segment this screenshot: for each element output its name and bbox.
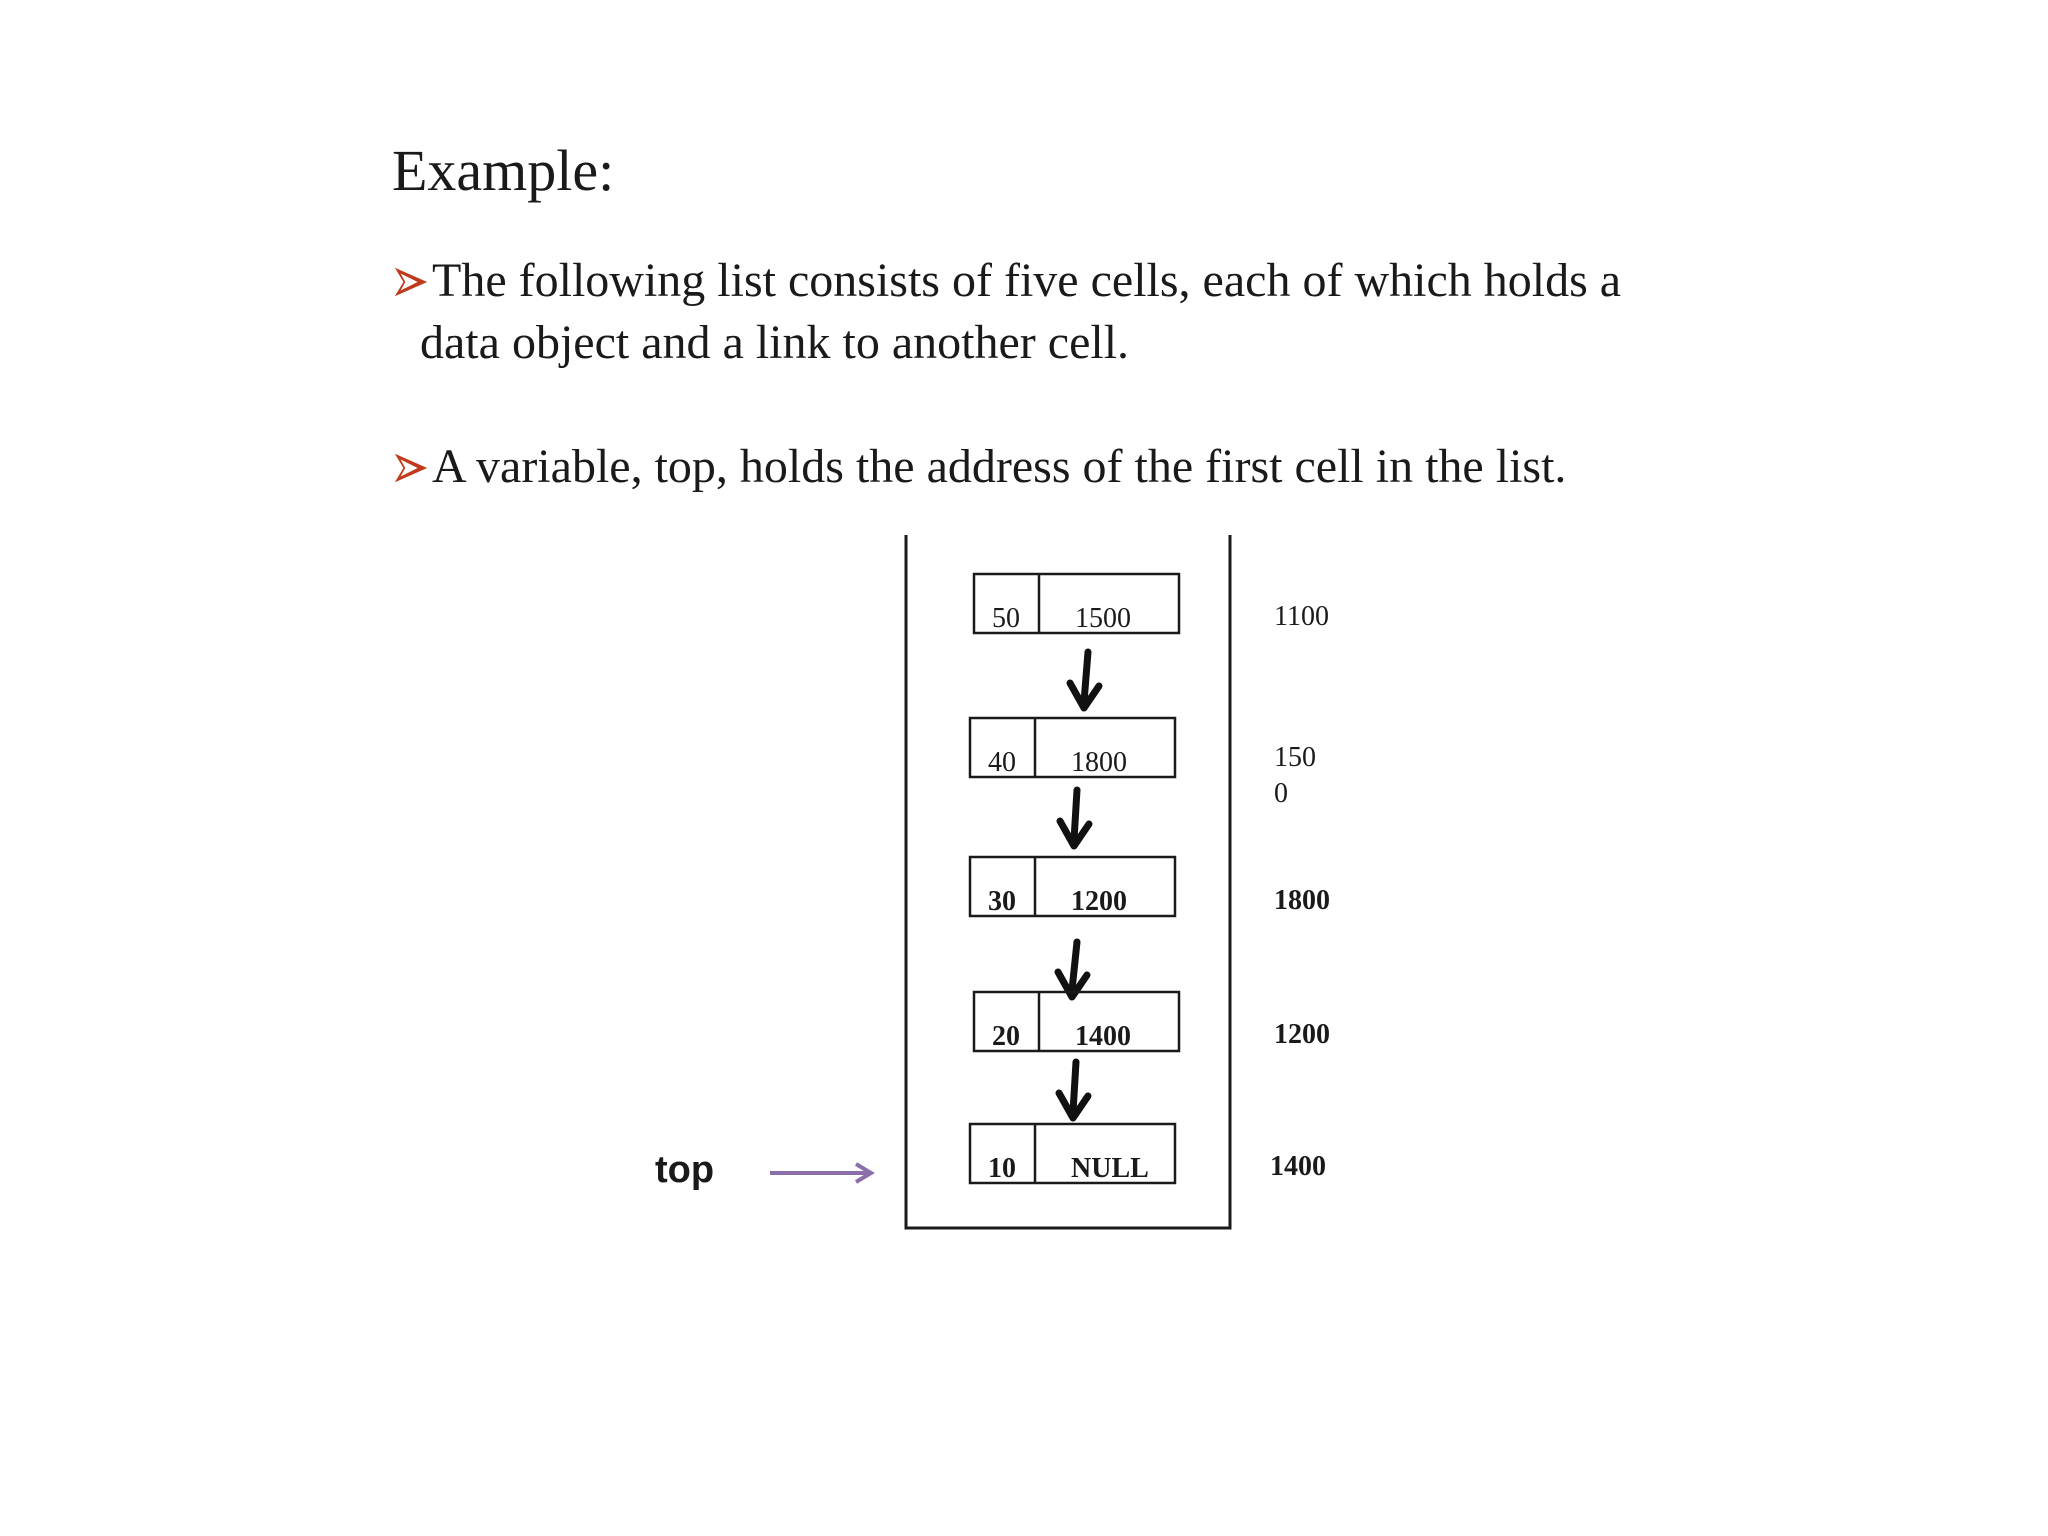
list-cell	[974, 992, 1330, 1052]
list-cell	[970, 857, 1330, 917]
cell-link-value: 1400	[1075, 1021, 1131, 1052]
slide-title: Example:	[392, 138, 615, 203]
list-cell	[970, 1124, 1326, 1184]
cell-link-value: 1800	[1071, 747, 1127, 778]
list-cell	[970, 718, 1316, 809]
cell-link-value: 1500	[1075, 603, 1131, 634]
top-label: top	[655, 1149, 715, 1191]
cell-data-value: 30	[988, 886, 1016, 917]
bullet-line: data object and a link to another cell.	[420, 316, 1130, 369]
cell-link-value: 1200	[1071, 886, 1127, 917]
cell-address: 1200	[1274, 1019, 1330, 1050]
link-arrow	[1070, 652, 1099, 708]
list-cell	[974, 574, 1329, 634]
top-pointer-arrow	[770, 1164, 871, 1182]
cell-data-value: 20	[992, 1021, 1020, 1052]
cell-address: 150	[1274, 742, 1316, 773]
cell-data-value: 10	[988, 1153, 1016, 1184]
link-arrow	[1060, 790, 1089, 846]
cell-address: 1100	[1274, 601, 1329, 632]
link-arrow	[1058, 942, 1087, 997]
cell-address: 1800	[1274, 885, 1330, 916]
bullet-text: The following list consists of five cells, each of which holds a	[432, 254, 1622, 307]
bullet-text: A variable, top, holds the address of the first cell in the list.	[432, 440, 1567, 493]
cell-data-value: 40	[988, 747, 1016, 778]
link-arrow	[1059, 1062, 1088, 1118]
cell-address: 1400	[1270, 1151, 1326, 1182]
cell-address: 0	[1274, 778, 1288, 809]
cell-data-value: 50	[992, 603, 1020, 634]
cell-link-value: NULL	[1071, 1153, 1149, 1184]
